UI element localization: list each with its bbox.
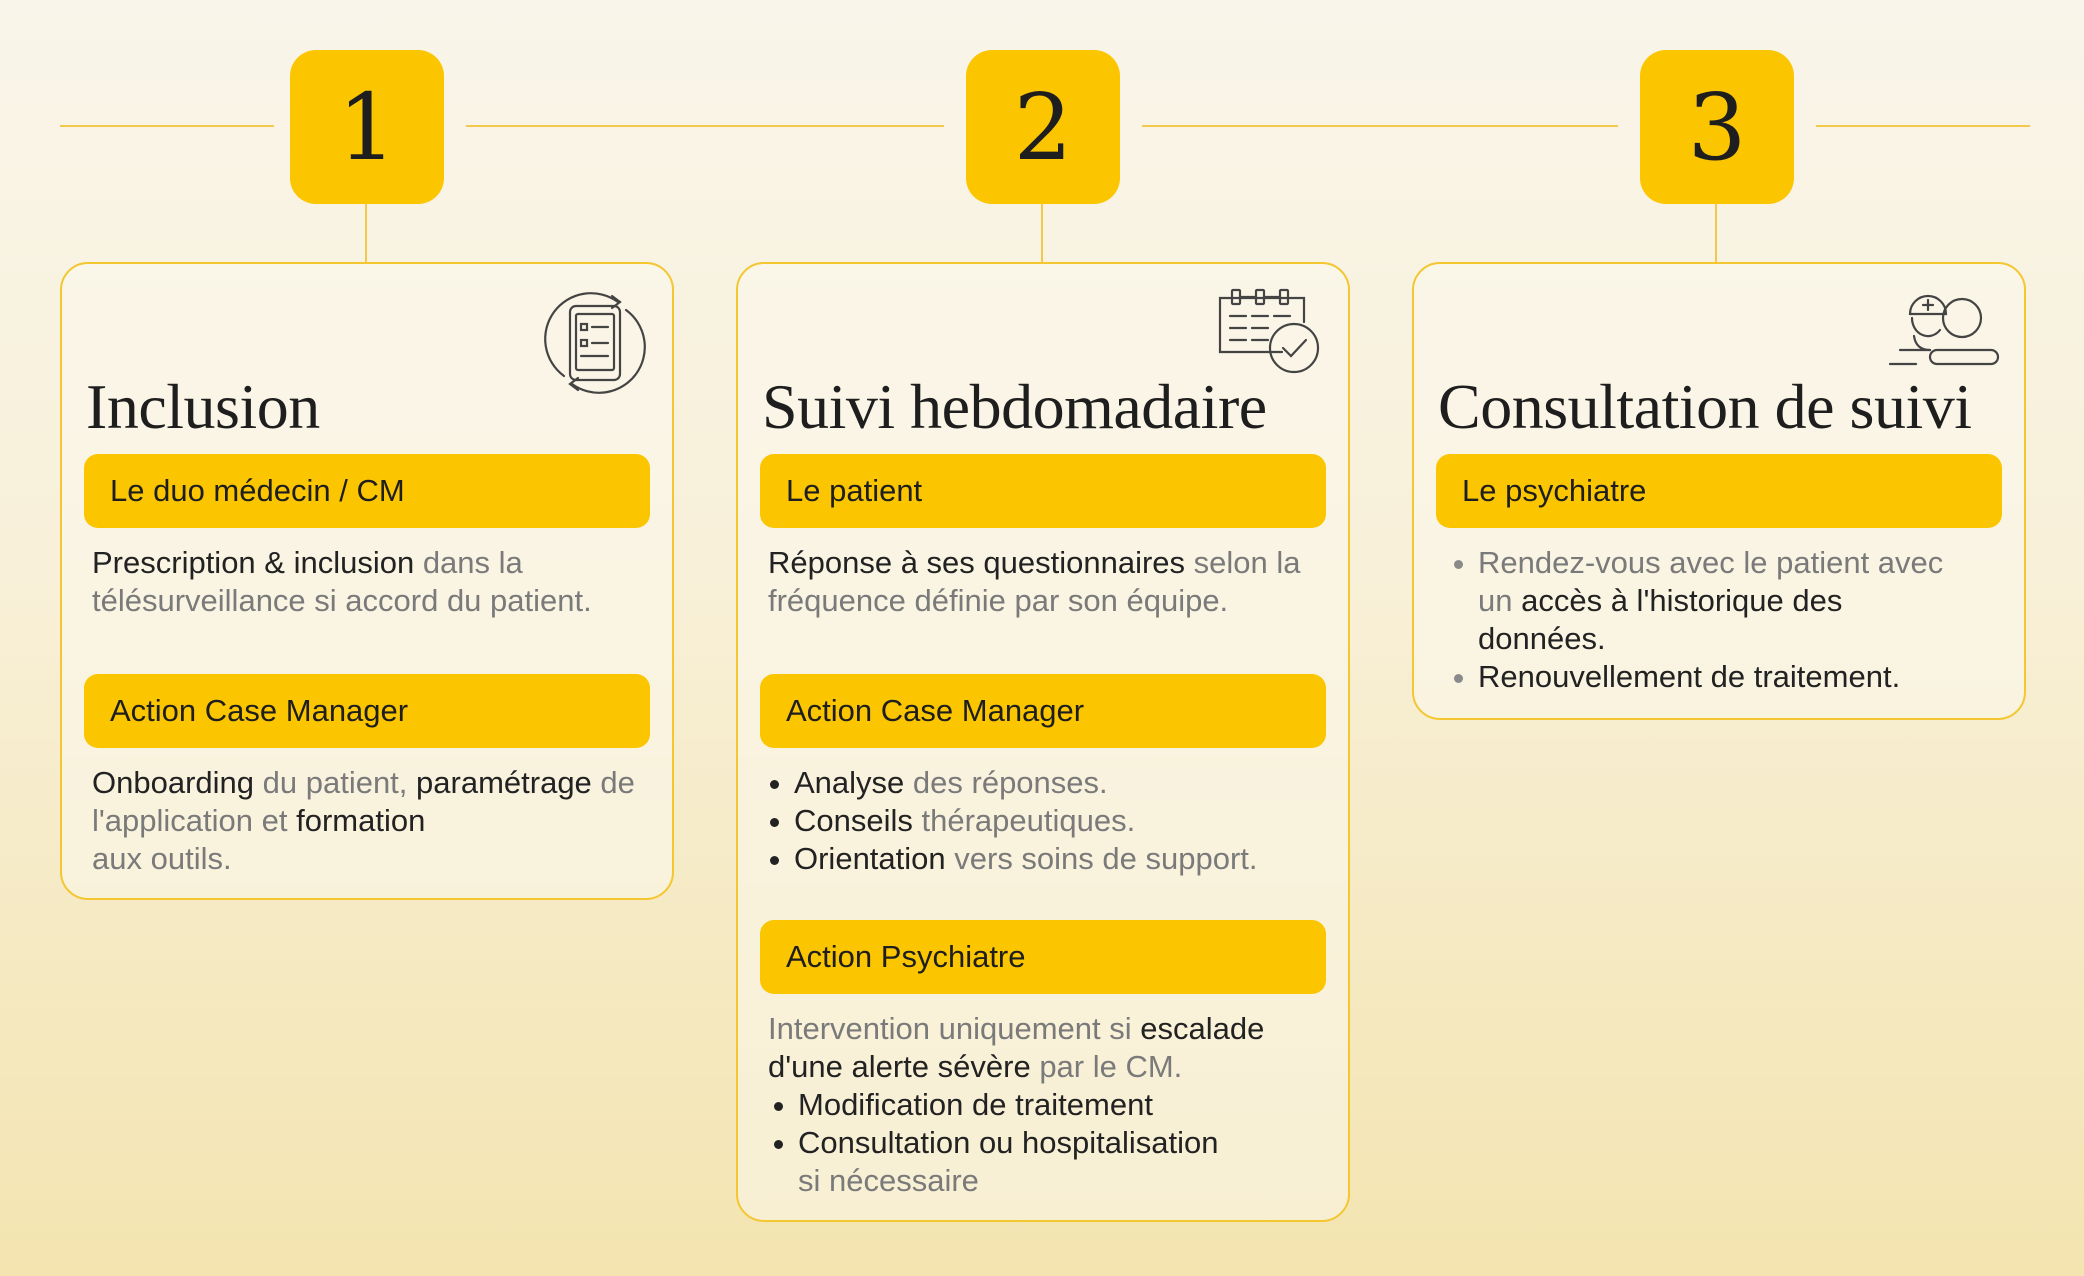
section-bullets — [760, 764, 1330, 878]
step-connector — [365, 204, 367, 262]
list-item: Analyse des réponses. — [760, 764, 1330, 802]
section-text: Onboarding du patient, paramétrage de l'application et formation aux outils. — [92, 765, 635, 876]
doctor-patient-icon — [1886, 292, 2006, 382]
tablet-sync-icon — [536, 284, 654, 402]
step-connector — [1715, 204, 1717, 262]
timeline-segment — [1142, 125, 1618, 127]
timeline-segment — [466, 125, 944, 127]
step-card-suivi-hebdomadaire — [736, 262, 1350, 1222]
step-number-2: 2 — [966, 50, 1120, 204]
section-text: Intervention uniquement si escalade d'une alerte sévère par le CM. — [768, 1011, 1265, 1084]
section-bullets — [1444, 544, 1954, 696]
section-label: Le duo médecin / CM — [84, 454, 650, 528]
list-item: Consultation ou hospitalisation si nécessaire — [764, 1124, 1284, 1200]
section-label: Le patient — [760, 454, 1326, 528]
step-title: Suivi hebdomadaire — [762, 371, 1267, 442]
step-number-3: 3 — [1640, 50, 1794, 204]
step-title: Inclusion — [86, 371, 320, 442]
list-item: Renouvellement de traitement. — [1444, 658, 1954, 696]
step-card-inclusion — [60, 262, 674, 900]
section-label: Action Case Manager — [84, 674, 650, 748]
calendar-check-icon — [1212, 286, 1324, 382]
step-card-consultation-de-suivi — [1412, 262, 2026, 720]
section-bullets — [764, 1086, 1284, 1200]
list-item: Conseils thérapeutiques. — [760, 802, 1330, 840]
section-text: Prescription & inclusion dans la télésurveillance si accord du patient. — [92, 545, 592, 618]
section-label: Action Psychiatre — [760, 920, 1326, 994]
list-item: Modification de traitement — [764, 1086, 1284, 1124]
step-title: Consultation de suivi — [1438, 371, 1972, 442]
list-item: Orientation vers soins de support. — [760, 840, 1330, 878]
list-item: Rendez-vous avec le patient avec un accès à l'historique des données. — [1444, 544, 1954, 658]
timeline-segment — [1816, 125, 2030, 127]
section-label: Le psychiatre — [1436, 454, 2002, 528]
section-label: Action Case Manager — [760, 674, 1326, 748]
timeline-segment — [60, 125, 274, 127]
section-text: Réponse à ses questionnaires selon la fréquence définie par son équipe. — [768, 545, 1301, 618]
step-connector — [1041, 204, 1043, 262]
step-number-1: 1 — [290, 50, 444, 204]
